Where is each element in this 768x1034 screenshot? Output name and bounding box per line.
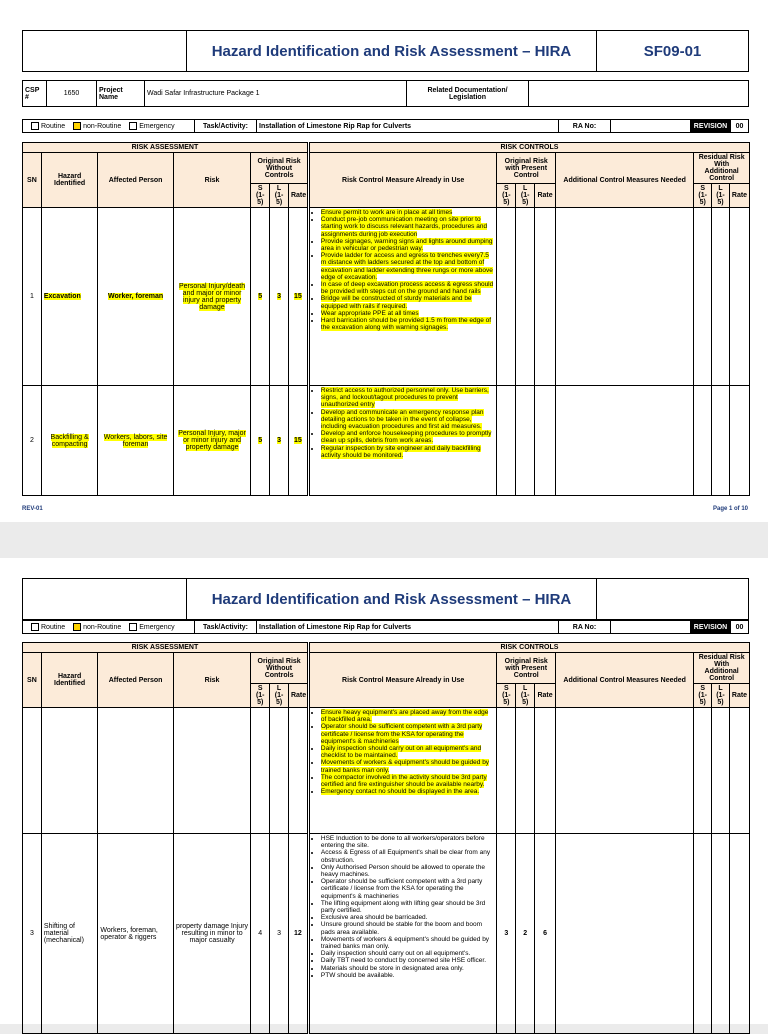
hazard-cell: Excavation	[43, 293, 81, 300]
routine-checkbox[interactable]	[31, 122, 39, 130]
l-header: L (1-5)	[270, 184, 289, 208]
control-measure-header: Risk Control Measure Already in Use	[308, 653, 497, 708]
csp-value: 1650	[47, 81, 97, 107]
risk-controls-header: RISK CONTROLS	[308, 643, 749, 653]
s-header: S (1-5)	[497, 184, 516, 208]
control-measures-cell	[308, 834, 497, 1034]
measure-item: Operator should be sufficient competent with a 3rd party certificate / license from the KSA for operating the equipment's & machineries	[320, 723, 483, 745]
routine-options	[23, 120, 195, 133]
original-risk-without-header: Original Risk Without Controls	[251, 153, 309, 184]
hazard-header: Hazard Identified	[41, 153, 98, 208]
title-block	[22, 578, 749, 620]
measure-item: Wear appropriate PPE at all times	[320, 309, 419, 317]
risk-header: Risk	[173, 653, 251, 708]
s-header: S (1-5)	[694, 184, 712, 208]
task-value: Installation of Limestone Rip Rap for Culverts	[257, 621, 559, 634]
rate-cell: 15	[294, 437, 302, 444]
original-risk-without-header: Original Risk Without Controls	[251, 653, 309, 684]
emergency-checkbox[interactable]	[129, 122, 137, 130]
measure-item: Regular inspection by site engineer and daily backfilling activity should be monitored.	[320, 444, 481, 459]
rate-header: Rate	[288, 684, 308, 708]
sn-header: SN	[23, 153, 42, 208]
risk-table	[22, 142, 750, 496]
table-row	[23, 208, 750, 386]
affected-cell: Workers, labors, site foreman	[103, 433, 168, 448]
measure-item: • Daily TBT need to conduct by concerned site HSE officer.	[321, 957, 495, 964]
s-header: S (1-5)	[251, 684, 270, 708]
emergency-label: Emergency	[139, 623, 175, 631]
l-cell: 3	[277, 293, 282, 300]
ra-label: RA No:	[559, 621, 611, 634]
page-title: Hazard Identification and Risk Assessment – HIRA	[187, 579, 597, 620]
page-title: Hazard Identification and Risk Assessment – HIRA	[187, 31, 597, 72]
revision-label: REVISION	[691, 621, 731, 634]
risk-assessment-header: RISK ASSESSMENT	[23, 143, 309, 153]
original-risk-present-header: Original Risk with Present Control	[497, 653, 556, 684]
measure-item: • Access & Egress of all Equipment's shall be clear from any obstruction.	[321, 849, 495, 863]
related-doc-value	[529, 81, 749, 107]
non-routine-checkbox[interactable]	[73, 623, 81, 631]
footer-page-number: Page 1 of 10	[712, 506, 748, 512]
risk-cell: property damage Injury resulting in minor to major casualty	[173, 834, 251, 1034]
related-doc-label: Related Documentation/ Legislation	[407, 81, 529, 107]
revision-label: REVISION	[691, 120, 731, 133]
measure-item: Provide signages, warning signs and lights around dumping area in vehicular or pedestrian way.	[320, 237, 493, 253]
measure-item: Daily inspection should carry out on all equipment's and checklist to be maintained.	[320, 745, 482, 760]
task-row	[22, 620, 749, 634]
project-info	[22, 80, 749, 107]
risk-cell: Personal Injury, major or minor injury and property damage	[178, 430, 246, 451]
routine-options	[23, 621, 195, 634]
measure-item: Emergency contact no should be displayed in the area.	[320, 788, 480, 796]
form-code-cell	[597, 579, 749, 620]
logo-cell	[23, 31, 187, 72]
project-label: Project Name	[97, 81, 145, 107]
table-row	[23, 834, 750, 1034]
residual-risk-header: Residual Risk With Additional Control	[694, 653, 750, 684]
ra-value	[611, 120, 691, 133]
l-header: L (1-5)	[712, 184, 730, 208]
original-risk-present-header: Original Risk with Present Control	[497, 153, 556, 184]
rate-header: Rate	[729, 684, 749, 708]
task-label: Task/Activity:	[195, 120, 257, 133]
sn-cell: 2	[23, 386, 42, 496]
measure-item: • Movements of workers & equipment's should be guided by trained banks man only.	[321, 936, 495, 950]
risk-table	[22, 642, 750, 1034]
additional-measures-header: Additional Control Measures Needed	[556, 653, 694, 708]
sn-cell: 1	[23, 208, 42, 386]
risk-controls-header: RISK CONTROLS	[308, 143, 749, 153]
measure-item: • HSE Induction to be done to all workers/operators before entering the site.	[321, 835, 495, 849]
s-header: S (1-5)	[497, 684, 516, 708]
measure-item: Develop and enforce housekeeping procedures to promptly clean up spills, debris from work areas.	[320, 430, 492, 445]
measure-item: Ensure permit to work are in place at all times	[320, 209, 453, 216]
measure-item: • PTW should be available.	[321, 972, 495, 979]
s-cell: 5	[258, 437, 263, 444]
task-row	[22, 119, 749, 133]
task-label: Task/Activity:	[195, 621, 257, 634]
control-measure-header: Risk Control Measure Already in Use	[308, 153, 497, 208]
s-header: S (1-5)	[251, 184, 270, 208]
s-present-cell: 3	[497, 834, 516, 1034]
hazard-cell: Shifting of material (mechanical)	[41, 834, 98, 1034]
affected-cell: Workers, foreman, operator & riggers	[98, 834, 173, 1034]
l-cell: 3	[270, 834, 289, 1034]
measure-item: • The lifting equipment along with lifting gear should be 3rd party certified.	[321, 900, 495, 914]
hazard-cell: Backfilling & compacting	[50, 433, 89, 448]
rate-header: Rate	[535, 184, 556, 208]
measure-item: • Only Authorised Person should be allowed to operate the heavy machines.	[321, 864, 495, 878]
measure-item: • Daily inspection should carry out on all equipment's.	[321, 950, 495, 957]
rate-cell: 15	[294, 293, 302, 300]
residual-risk-header: Residual Risk With Additional Control	[694, 153, 750, 184]
risk-assessment-header: RISK ASSESSMENT	[23, 643, 309, 653]
logo-cell	[23, 579, 187, 620]
additional-measures-header: Additional Control Measures Needed	[556, 153, 694, 208]
affected-header: Affected Person	[98, 153, 173, 208]
control-measures-cell	[308, 386, 497, 496]
sn-cell: 3	[23, 834, 42, 1034]
form-code: SF09-01	[597, 31, 749, 72]
non-routine-label: non-Routine	[83, 122, 122, 130]
measure-item: Ensure heavy equipment's are placed away from the edge of backfilled area.	[320, 709, 489, 724]
csp-label: CSP #	[23, 81, 47, 107]
affected-cell: Worker, foreman	[108, 293, 164, 300]
measure-item: • Unsure ground should be stable for the boom and boom pads area available.	[321, 921, 495, 935]
l-header: L (1-5)	[516, 684, 535, 708]
l-present-cell: 2	[516, 834, 535, 1034]
ra-label: RA No:	[559, 120, 611, 133]
routine-checkbox[interactable]	[31, 623, 39, 631]
measure-item: • Materials should be store in designated area only.	[321, 965, 495, 972]
task-value: Installation of Limestone Rip Rap for Culverts	[257, 120, 559, 133]
risk-cell: Personal Injury/death and major or minor injury and property damage	[178, 282, 246, 311]
routine-label: Routine	[41, 623, 66, 631]
risk-header: Risk	[173, 153, 251, 208]
revision-value: 00	[731, 621, 749, 634]
emergency-label: Emergency	[139, 122, 175, 130]
s-header: S (1-5)	[694, 684, 712, 708]
non-routine-label: non-Routine	[83, 623, 122, 631]
rate-header: Rate	[288, 184, 308, 208]
l-header: L (1-5)	[270, 684, 289, 708]
ra-value	[611, 621, 691, 634]
footer-revision: REV-01	[22, 506, 43, 512]
s-cell: 4	[251, 834, 270, 1034]
measure-item: Bridge will be constructed of sturdy materials and be equipped with rails if required.	[320, 295, 472, 310]
control-measures-cell	[308, 208, 497, 386]
routine-label: Routine	[41, 122, 66, 130]
measure-item: In case of deep excavation process access & egress should be provided with steps cut on the ground and hand rails	[320, 281, 494, 296]
affected-header: Affected Person	[98, 653, 173, 708]
rate-header: Rate	[729, 184, 749, 208]
measure-item: Develop and communicate an emergency response plan detailing actions to be taken in the event of collapse, including evacuation procedures and first aid measures.	[320, 408, 484, 431]
measure-item: • Operator should be sufficient competent with a 3rd party certificate / license from the KSA for operating the equipment's & machineries	[321, 878, 495, 900]
table-row	[23, 386, 750, 496]
project-value: Wadi Safar Infrastructure Package 1	[145, 81, 407, 107]
measure-item: The compactor involved in the activity should be 3rd party certified and fire extinguisher should be available nearby.	[320, 773, 487, 789]
control-measures-cell	[308, 708, 497, 834]
l-cell: 3	[277, 437, 282, 444]
measure-item: Restrict access to authorized personnel only. Use barriers, signs, and lockout/tagout procedures to prevent unauthorized entry	[320, 387, 489, 409]
measure-item: Provide ladder for access and egress to trenches every7.5 m distance with ladders secured at the top and bottom of excavation and ladder extending three rungs or more above edge of excavation.	[320, 252, 493, 281]
document-page-2	[0, 558, 768, 1024]
table-row	[23, 708, 750, 834]
measure-item: Movements of workers & equipment's should be guided by trained banks man only.	[320, 759, 490, 774]
rate-present-cell: 6	[535, 834, 556, 1034]
s-cell: 5	[258, 293, 263, 300]
rate-header: Rate	[535, 684, 556, 708]
title-block	[22, 30, 749, 72]
measure-item: Conduct pre-job communication meeting on site prior to starting work to discuss relevant hazards, procedures and assignments during job execution	[320, 216, 488, 238]
revision-value: 00	[731, 120, 749, 133]
emergency-checkbox[interactable]	[129, 623, 137, 631]
hazard-header: Hazard Identified	[41, 653, 98, 708]
sn-header: SN	[23, 653, 42, 708]
measure-item: Hard barrication should be provided 1.5 m from the edge of the excavation along with warning signages.	[320, 317, 492, 332]
non-routine-checkbox[interactable]	[73, 122, 81, 130]
l-header: L (1-5)	[516, 184, 535, 208]
rate-cell: 12	[288, 834, 308, 1034]
measure-item: • Exclusive area should be barricaded.	[321, 914, 495, 921]
l-header: L (1-5)	[712, 684, 730, 708]
